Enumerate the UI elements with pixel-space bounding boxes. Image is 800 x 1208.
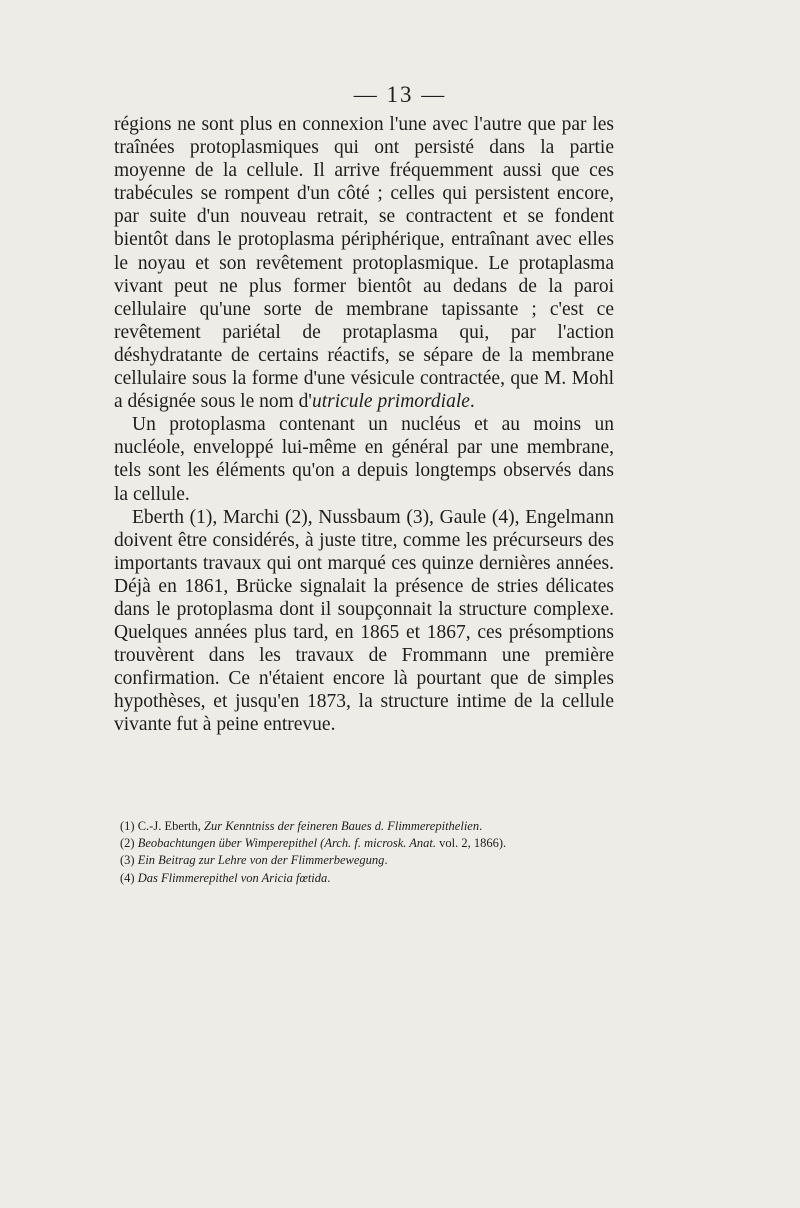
body-text	[114, 113, 614, 737]
footnote-4: (4) Das Flimmerepithel von Aricia fœtida.	[120, 870, 331, 885]
paragraph-3: Eberth (1), Marchi (2), Nussbaum (3), Gaule (4), Engelmann doivent être considérés, à juste titre, comme les précurseurs des importants travaux qui ont marqué ces quinze dernières années. Déjà en 1861, Brücke signalait la présence de stries délicates dans le protoplasma dont il soupçonnait la structure complexe. Quelques années plus tard, en 1865 et 1867, ces présomptions trouvèrent dans les travaux de Frommann une première confirmation. Ce n'étaient encore là pourtant que de simples hypothèses, et jusqu'en 1873, la structure intime de la cellule vivante fut à peine entrevue.	[114, 506, 614, 736]
footnote-1: (1) C.-J. Eberth, Zur Kenntniss der feineren Baues d. Flimmerepithelien.	[120, 819, 483, 833]
page-number: — 13 —	[353, 82, 447, 107]
paragraph-tail: .	[469, 391, 475, 413]
footnote-2: (2) Beobachtungen über Wimperepithel (Arch. f. microsk. Anat. vol. 2, 1866).	[120, 836, 507, 851]
paragraph-1	[114, 113, 614, 413]
paragraph-text: régions ne sont plus en connexion l'une avec l'autre que par les traînées protoplasmiques qui ont persisté dans la partie moyenne de la cellule. Il arrive fréquemment aussi que ces trabécules se rompent d'un côté ; celles qui persistent encore, par suite d'un nouveau retrait, se contractent et se fondent bientôt dans le protoplasma périphérique, entraînant avec elles le noyau et son revêtement protoplasmique. Le protaplasma vivant peut ne plus former bientôt au dedans de la paroi cellulaire qu'une sorte de membrane tapissante ; c'est ce revêtement pariétal de protaplasma qui, par l'action déshydratante de certains réactifs, se sépare de la membrane cellulaire sous la forme d'une vésicule contractée, que M. Mohl a désignée sous le nom d'	[114, 114, 614, 413]
italic-term: utricule primordiale	[311, 391, 470, 413]
footnote-3: (3) Ein Beitrag zur Lehre von der Flimmerbewegung.	[120, 853, 388, 868]
footnotes	[120, 818, 620, 887]
paragraph-2: Un protoplasma contenant un nucléus et au moins un nucléole, enveloppé lui-même en général par une membrane, tels sont les éléments qu'on a depuis longtemps observés dans la cellule.	[114, 414, 614, 505]
